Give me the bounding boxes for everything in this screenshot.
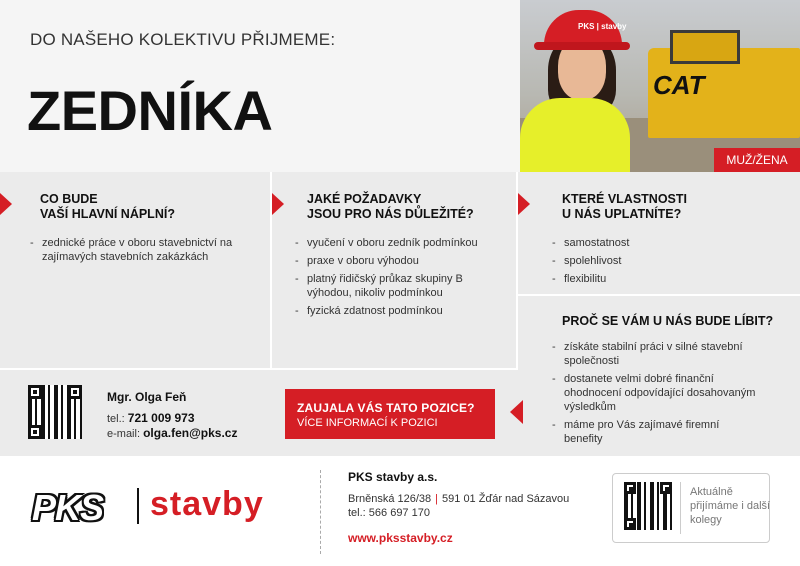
footer-divider	[320, 470, 321, 554]
stavby-logo: stavby	[150, 485, 264, 523]
qr-finder	[624, 518, 636, 530]
cta-button[interactable]	[285, 389, 495, 439]
row-divider	[518, 294, 800, 296]
header	[0, 0, 800, 172]
cta-line2: VÍCE INFORMACÍ K POZICI	[297, 417, 438, 429]
company-name: PKS stavby a.s.	[348, 470, 438, 484]
address-city: 591 01 Žďár nad Sázavou	[442, 493, 570, 505]
requirements-title	[307, 192, 474, 222]
pks-logo: PKS	[32, 487, 104, 528]
company-website-link[interactable]: www.pksstavby.cz	[348, 531, 453, 545]
worker-vest	[520, 98, 630, 172]
contact-email-row	[107, 426, 237, 440]
qualities-list	[552, 236, 782, 290]
helmet-brim	[534, 42, 630, 50]
benefits-title: PROČ SE VÁM U NÁS BUDE LÍBIT?	[562, 314, 774, 328]
helmet-logo: PKS | stavby	[578, 22, 627, 31]
qualities-title	[562, 192, 687, 222]
requirements-list	[295, 236, 505, 322]
qr-finder	[68, 385, 82, 399]
list-item: - spolehlivost	[552, 254, 782, 268]
logo-divider	[137, 488, 139, 524]
contact-email-label: e-mail:	[107, 428, 141, 440]
qr-code-icon[interactable]	[624, 482, 672, 530]
intro-text: DO NAŠEHO KOLEKTIVU PŘIJMEME:	[30, 30, 336, 49]
gender-badge: MUŽ/ŽENA	[714, 148, 800, 172]
list-item: - dostanete velmi dobré finanční ohodnocení odpovídající dosahovaným výsledkům	[552, 372, 757, 414]
list-item: - praxe v oboru výhodou	[295, 254, 505, 268]
list-item: - máme pro Vás zajímavé firemní benefity	[552, 418, 757, 446]
list-item: - flexibilitu	[552, 272, 782, 286]
list-item: - zednické práce v oboru stavebnictví na zajímavých stavebních zakázkách	[30, 236, 255, 264]
contact-email[interactable]: olga.fen@pks.cz	[143, 426, 238, 440]
qr-caption: Aktuálně přijímáme i další kolegy	[690, 486, 771, 526]
contact-phone[interactable]: 721 009 973	[127, 411, 195, 425]
contact-phone-label: tel.:	[107, 413, 125, 425]
list-item: - samostatnost	[552, 236, 782, 250]
qr-finder	[28, 425, 42, 439]
qr-code-icon[interactable]	[28, 385, 82, 439]
qr-box-divider	[680, 482, 681, 534]
qr-finder	[624, 482, 636, 494]
contact-phone-row	[107, 411, 195, 425]
benefits-list-overlay	[552, 340, 757, 450]
address-separator: |	[435, 493, 439, 505]
qr-finder	[660, 482, 672, 494]
duties-title-line2: VAŠÍ HLAVNÍ NÁPLNÍ?	[40, 207, 175, 221]
arrow-marker-icon	[518, 193, 530, 215]
list-item: - fyzická zdatnost podmínkou	[295, 304, 505, 318]
duties-title	[40, 192, 175, 222]
list-item: - platný řidičský průkaz skupiny B výhodou, nikoliv podmínkou	[295, 272, 505, 300]
requirements-title-line1: JAKÉ POŽADAVKY	[307, 192, 422, 206]
arrow-left-icon	[510, 400, 523, 424]
duties-title-line1: CO BUDE	[40, 192, 98, 206]
excavator-brand: CAT	[653, 70, 705, 100]
arrow-marker-icon	[272, 193, 284, 215]
excavator-cab	[670, 30, 740, 64]
company-phone: tel.: 566 697 170	[348, 507, 430, 519]
address-street: Brněnská 126/38	[348, 493, 432, 505]
job-title: ZEDNÍKA	[27, 79, 273, 142]
contact-name: Mgr. Olga Feň	[107, 390, 187, 404]
requirements-title-line2: JSOU PRO NÁS DŮLEŽITÉ?	[307, 207, 474, 221]
list-item: - získáte stabilní práci v silné stavební společnosti	[552, 340, 757, 368]
qualities-title-line1: KTERÉ VLASTNOSTI	[562, 192, 688, 206]
cta-line1: ZAUJALA VÁS TATO POZICE?	[297, 401, 475, 415]
worker-photo	[520, 0, 800, 172]
qualities-title-line2: U NÁS UPLATNÍTE?	[562, 207, 682, 221]
qr-finder	[28, 385, 42, 399]
duties-list	[30, 236, 255, 268]
arrow-marker-icon	[0, 193, 12, 215]
company-address	[348, 493, 569, 505]
list-item: - vyučení v oboru zedník podmínkou	[295, 236, 505, 250]
